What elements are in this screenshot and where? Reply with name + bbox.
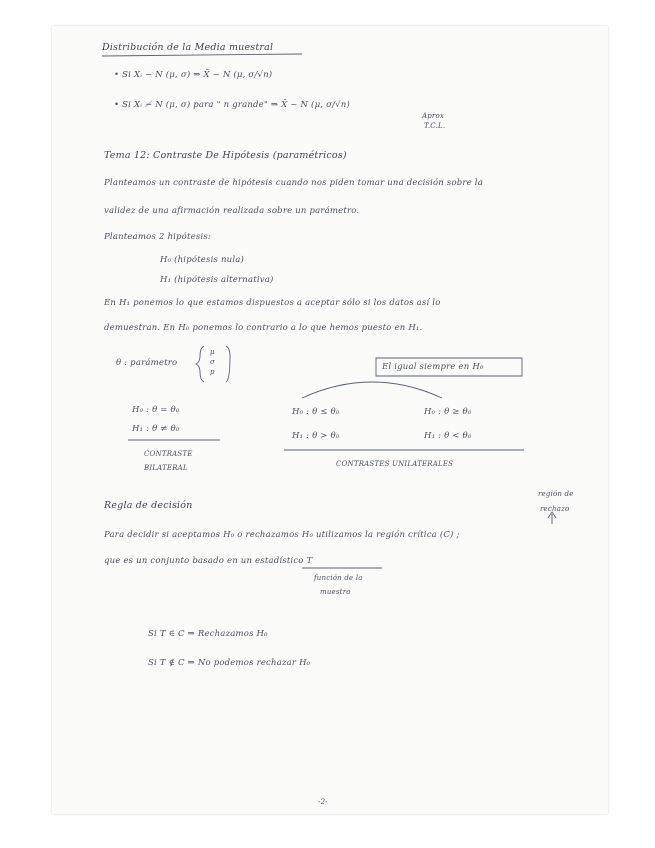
equal-always-in-h0-note: El igual siempre en H₀ xyxy=(382,362,484,372)
decision-paragraph-line-2: que es un conjunto basado en un estadístico T xyxy=(104,556,313,566)
rejection-region-note-2: rechazo xyxy=(540,505,570,513)
tcl-note: T.C.L. xyxy=(424,122,446,130)
bilateral-label-1: CONTRASTE xyxy=(144,450,193,458)
theta-option-sigma: σ xyxy=(210,358,215,366)
decision-paragraph-line-1: Para decidir si aceptamos H₀ o rechazamos H₀ utilizamos la región crítica (C) ; xyxy=(104,530,460,540)
rule-reject-h0: Si T ∈ C ⇒ Rechazamos H₀ xyxy=(148,629,268,639)
right-brace xyxy=(226,346,230,382)
approx-note: Aprox xyxy=(422,112,445,120)
intro-paragraph-line-1: Planteamos un contraste de hipótesis cuando nos piden tomar una decisión sobre la xyxy=(104,178,483,188)
unilateral-right-h0: H₀ : θ ≤ θ₀ xyxy=(292,407,340,417)
bilateral-h0: H₀ : θ = θ₀ xyxy=(132,405,180,415)
intro-paragraph-line-3: Planteamos 2 hipótesis: xyxy=(104,232,211,242)
arrow-up-icon xyxy=(548,512,556,524)
left-brace xyxy=(196,346,204,382)
alternative-hypothesis-item: H₁ (hipótesis alternativa) xyxy=(160,275,274,285)
large-n-case-line: • Si Xᵢ ≁ N (μ, σ) para " n grande" ⇒ X̄ ~ N (μ, σ/√n) xyxy=(114,100,350,110)
sample-function-note-1: función de la xyxy=(314,574,363,582)
section-title-hypothesis-testing: Tema 12: Contraste De Hipótesis (paramétricos) xyxy=(104,150,347,161)
bilateral-label-2: BILATERAL xyxy=(144,464,188,472)
unilateral-left-h1: H₁ : θ < θ₀ xyxy=(424,431,472,441)
section-title-decision-rule: Regla de decisión xyxy=(104,500,193,511)
unilateral-left-h0: H₀ : θ ≥ θ₀ xyxy=(424,407,472,417)
notebook-page xyxy=(52,26,608,814)
bilateral-h1: H₁ : θ ≠ θ₀ xyxy=(132,424,180,434)
null-hypothesis-item: H₀ (hipótesis nula) xyxy=(160,255,245,265)
equal-note-box xyxy=(376,358,522,376)
page-number: -2- xyxy=(318,798,328,806)
rejection-region-note-1: región de xyxy=(538,490,574,498)
arrow-curve xyxy=(302,382,442,398)
unilateral-right-h1: H₁ : θ > θ₀ xyxy=(292,431,340,441)
h1-paragraph-line-1: En H₁ ponemos lo que estamos dispuestos a aceptar sólo si los datos así lo xyxy=(104,298,441,308)
intro-paragraph-line-2: validez de una afirmación realizada sobre un parámetro. xyxy=(104,206,360,216)
rule-cannot-reject-h0: Si T ∉ C ⇒ No podemos rechazar H₀ xyxy=(148,658,311,668)
title-underline xyxy=(102,54,302,56)
theta-option-p: p xyxy=(210,368,215,376)
normal-case-line: • Si Xᵢ ~ N (μ, σ) ⇒ X̄ ~ N (μ, σ/√n) xyxy=(114,70,273,80)
section-title-sampling-distribution: Distribución de la Media muestral xyxy=(102,42,274,53)
h1-paragraph-line-2: demuestran. En H₀ ponemos lo contrario a lo que hemos puesto en H₁. xyxy=(104,323,423,333)
handwritten-strokes xyxy=(52,26,608,814)
unilateral-label: CONTRASTES UNILATERALES xyxy=(336,460,454,468)
theta-parameter-label: θ : parámetro xyxy=(116,358,178,368)
theta-option-mu: μ xyxy=(210,348,215,356)
sample-function-note-2: muestra xyxy=(320,588,351,596)
